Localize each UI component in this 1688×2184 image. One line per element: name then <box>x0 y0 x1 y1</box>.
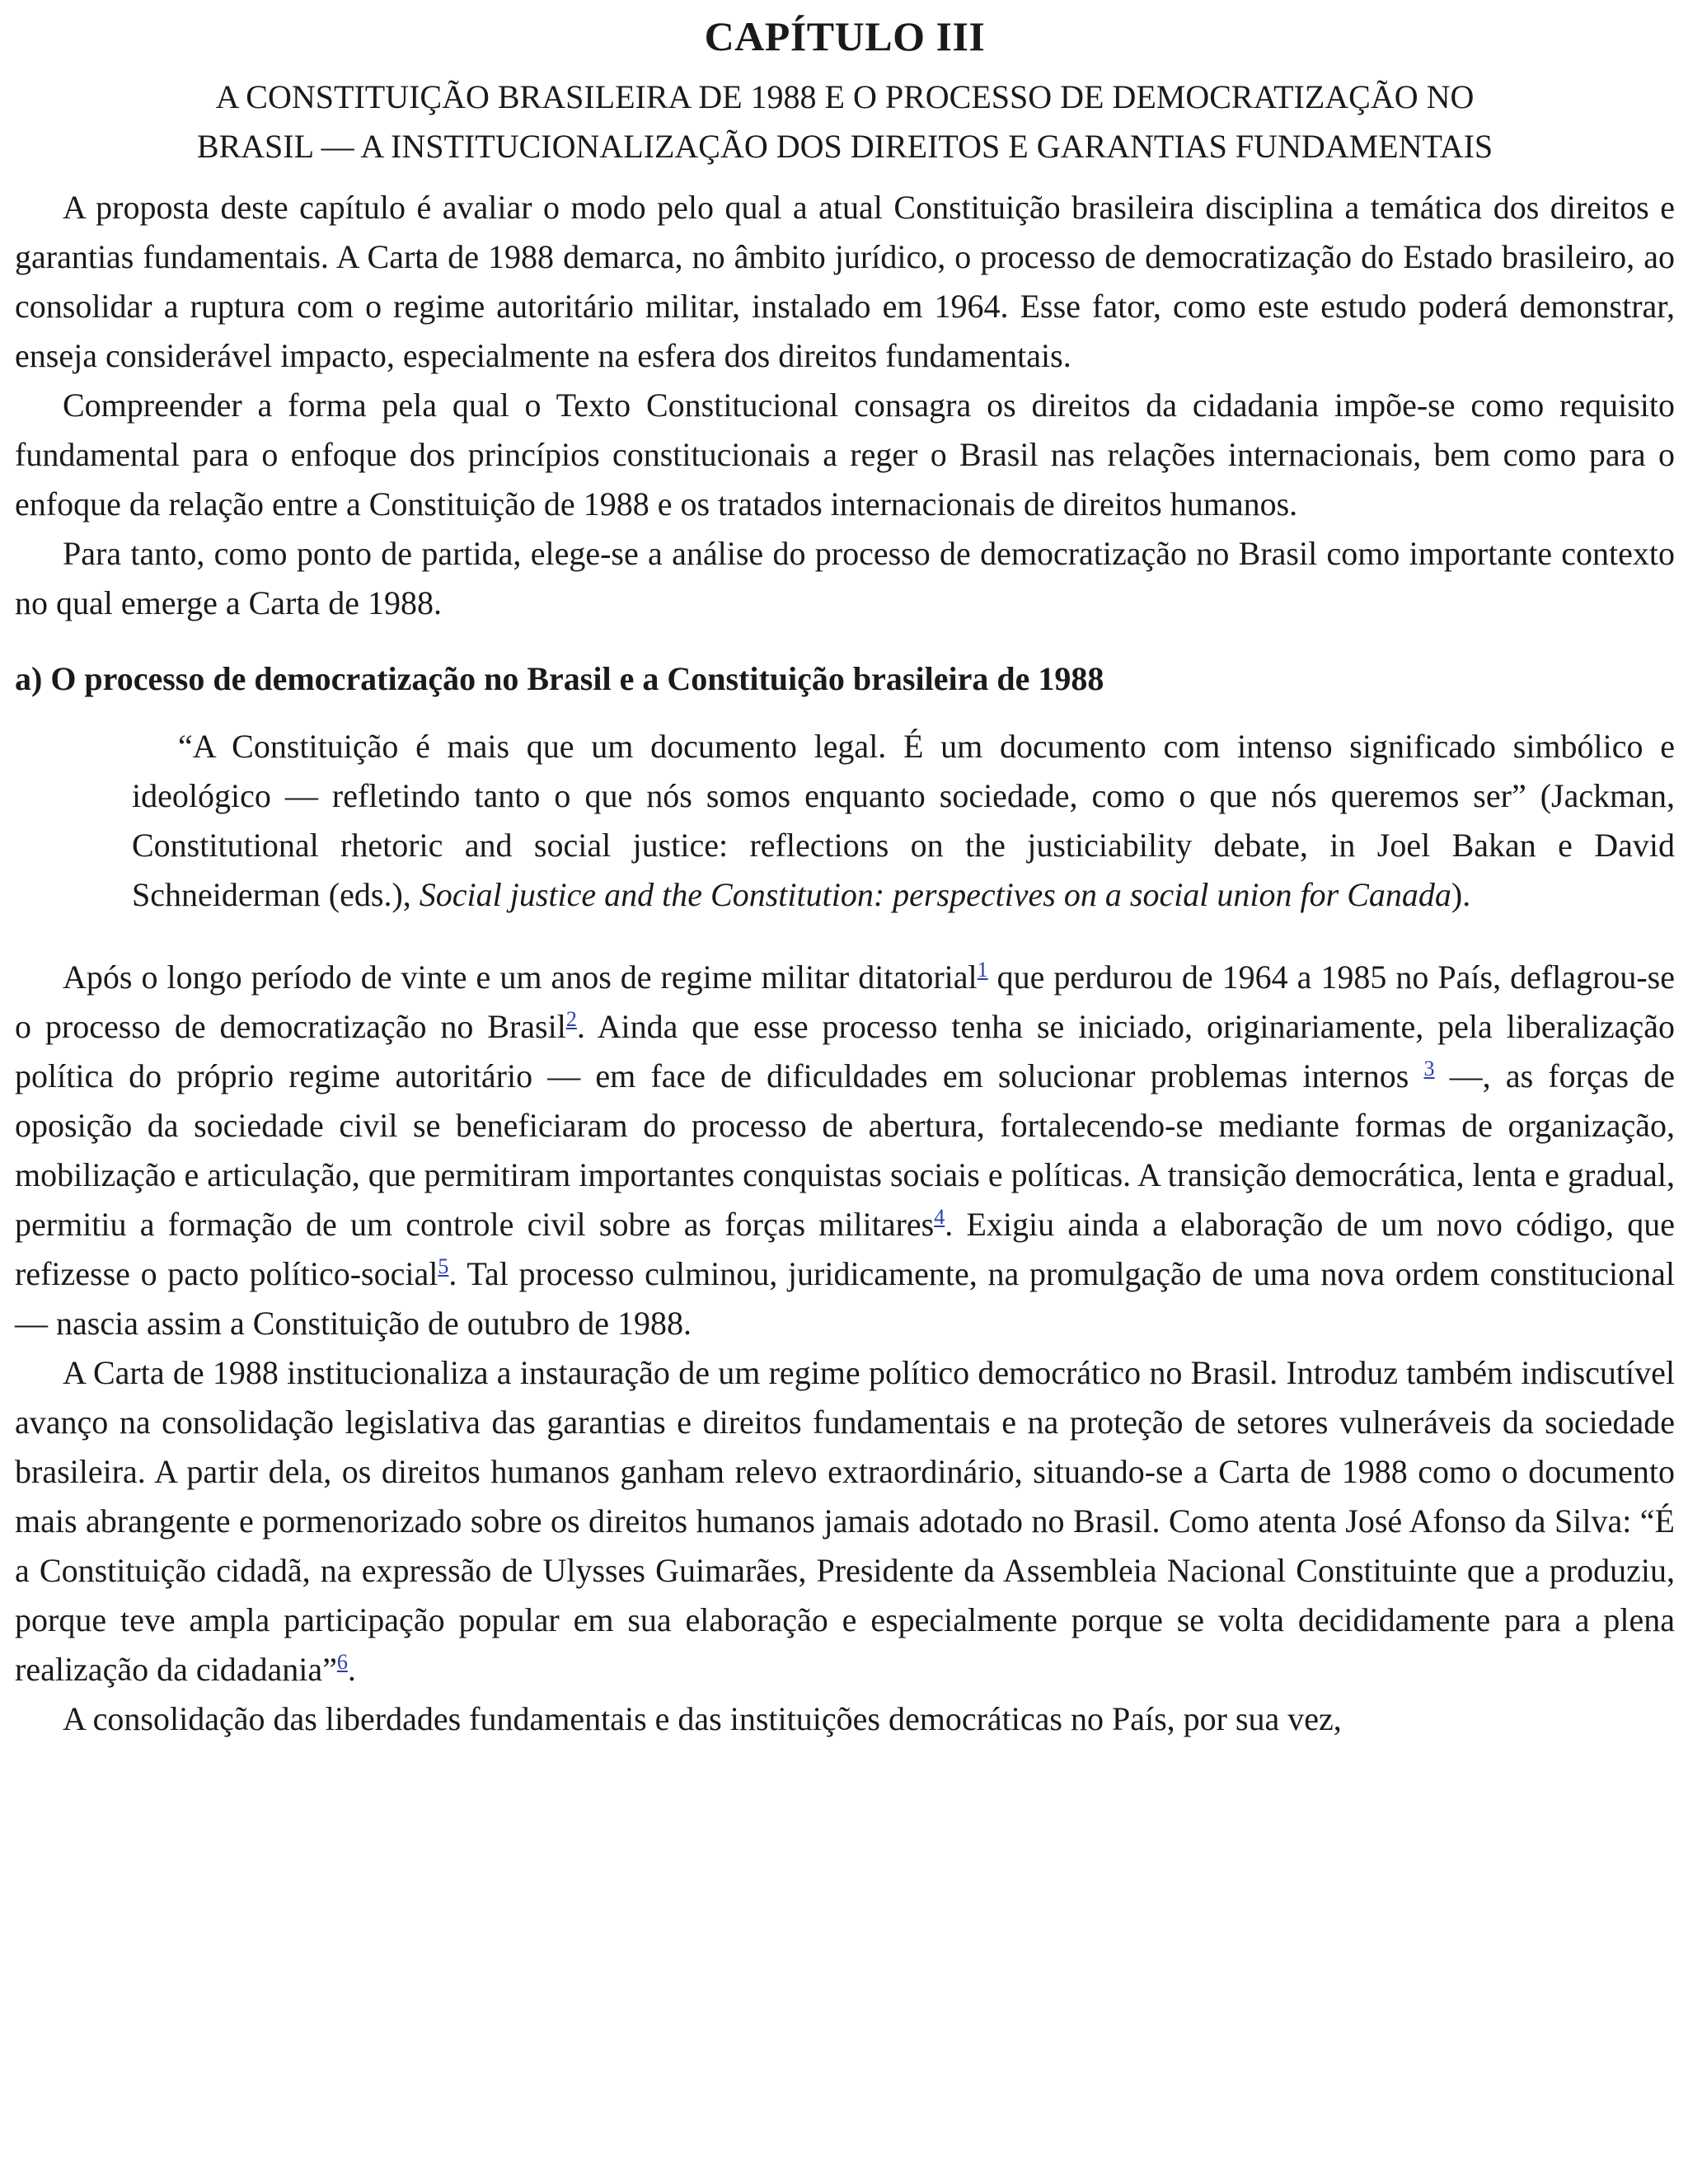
footnote-link-5[interactable]: 5 <box>438 1254 449 1278</box>
chapter-subtitle-line2: BRASIL — A INSTITUCIONALIZAÇÃO DOS DIREITOS E GARANTIAS FUNDAMENTAIS <box>196 128 1493 165</box>
para1-text-5: . Exigiu ainda a elaboração de um novo código, que refizesse o pacto político-social <box>15 1206 1675 1292</box>
footnote-ref-1[interactable] <box>978 958 988 982</box>
chapter-subtitle <box>15 73 1675 171</box>
chapter-subtitle-line1: A CONSTITUIÇÃO BRASILEIRA DE 1988 E O PROCESSO DE DEMOCRATIZAÇÃO NO <box>215 78 1475 115</box>
footnote-link-4[interactable]: 4 <box>934 1205 945 1229</box>
body-paragraph-3: A consolidação das liberdades fundamentais e das instituições democráticas no País, por sua vez, <box>63 1700 1342 1737</box>
intro-paragraph-2: Compreender a forma pela qual o Texto Constitucional consagra os direitos da cidadania impõe-se como requisito fundamental para o enfoque dos princípios constitucionais a reger o Brasil nas relações internacionais, bem como para o enfoque da relação entre a Constituição de 1988 e os tratados internacionais de direitos humanos. <box>15 387 1675 523</box>
footnote-link-1[interactable]: 1 <box>977 958 988 982</box>
footnote-ref-3[interactable] <box>1424 1057 1435 1080</box>
footnote-ref-4[interactable] <box>934 1205 945 1229</box>
footnote-link-2[interactable]: 2 <box>565 1007 577 1031</box>
epigraph-end: ). <box>1451 876 1471 913</box>
para2-text-1: A Carta de 1988 institucionaliza a instauração de um regime político democrático no Brasil. Introduz também indiscutível avanço na consolidação legislativa das garantias e direitos fundamentais e na proteção de setores vulneráveis da sociedade brasileira. A partir dela, os direitos humanos ganham relevo extraordinário, situando-se a Carta de 1988 como o documento mais abrangente e pormenorizado sobre os direitos humanos jamais adotado no Brasil. Como atenta José Afonso da Silva: “É a Constituição cidadã, na expressão de Ulysses Guimarães, Presidente da Assembleia Nacional Constituinte que a produziu, porque teve ampla participação popular em sua elaboração e especialmente porque se volta decididamente para a plena realização da cidadania” <box>15 1354 1675 1688</box>
intro-paragraph-1: A proposta deste capítulo é avaliar o modo pelo qual a atual Constituição brasileira disciplina a temática dos direitos e garantias fundamentais. A Carta de 1988 demarca, no âmbito jurídico, o processo de democratização do Estado brasileiro, ao consolidar a ruptura com o regime autoritário militar, instalado em 1964. Esse fator, como este estudo poderá demonstrar, enseja considerável impacto, especialmente na esfera dos direitos fundamentais. <box>15 189 1675 374</box>
epigraph-quote <box>132 722 1675 920</box>
footnote-ref-5[interactable] <box>438 1254 448 1278</box>
para1-text-3: . Ainda que esse processo tenha se iniciado, originariamente, pela liberalização política do próprio regime autoritário — em face de dificuldades em solucionar problemas internos <box>15 1008 1675 1094</box>
body-paragraph-2 <box>15 1348 1675 1694</box>
para1-text-4: —, as forças de oposição da sociedade civil se beneficiaram do processo de abertura, fortalecendo-se mediante formas de organização, mobilização e articulação, que permitiram importantes conquistas sociais e políticas. A transição democrática, lenta e gradual, permitiu a formação de um controle civil sobre as forças militares <box>15 1057 1675 1243</box>
footnote-ref-2[interactable] <box>566 1007 577 1031</box>
para2-text-2: . <box>347 1651 356 1688</box>
footnote-link-3[interactable]: 3 <box>1423 1057 1435 1080</box>
epigraph-text: “A Constituição é mais que um documento legal. É um documento com intenso significado simbólico e ideológico — refletindo tanto o que nós somos enquanto sociedade, como o que nós queremos ser” (Jackman, Constitutional rhetoric and social justice: reflections on the justiciability debate, in Joel Bakan e David Schneiderman (eds.), <box>132 728 1675 913</box>
para1-text-1: Após o longo período de vinte e um anos de regime militar ditatorial <box>63 958 978 996</box>
footnote-ref-6[interactable] <box>337 1650 348 1674</box>
para1-text-2: que perdurou de 1964 a 1985 no País, deflagrou-se o processo de democratização no Brasil <box>15 958 1675 1045</box>
epigraph-book-title: Social justice and the Constitution: perspectives on a social union for Canada <box>419 876 1451 913</box>
para1-text-6: . Tal processo culminou, juridicamente, na promulgação de uma nova ordem constitucional — nascia assim a Constituição de outubro de 1988. <box>15 1255 1676 1342</box>
intro-paragraph-3: Para tanto, como ponto de partida, elege-se a análise do processo de democratização no Brasil como importante contexto no qual emerge a Carta de 1988. <box>15 535 1675 621</box>
footnote-link-6[interactable]: 6 <box>336 1650 348 1674</box>
section-heading-a: a) O processo de democratização no Brasil e a Constituição brasileira de 1988 <box>15 660 1104 697</box>
body-paragraph-1 <box>15 953 1675 1348</box>
chapter-title: CAPÍTULO III <box>704 13 986 59</box>
